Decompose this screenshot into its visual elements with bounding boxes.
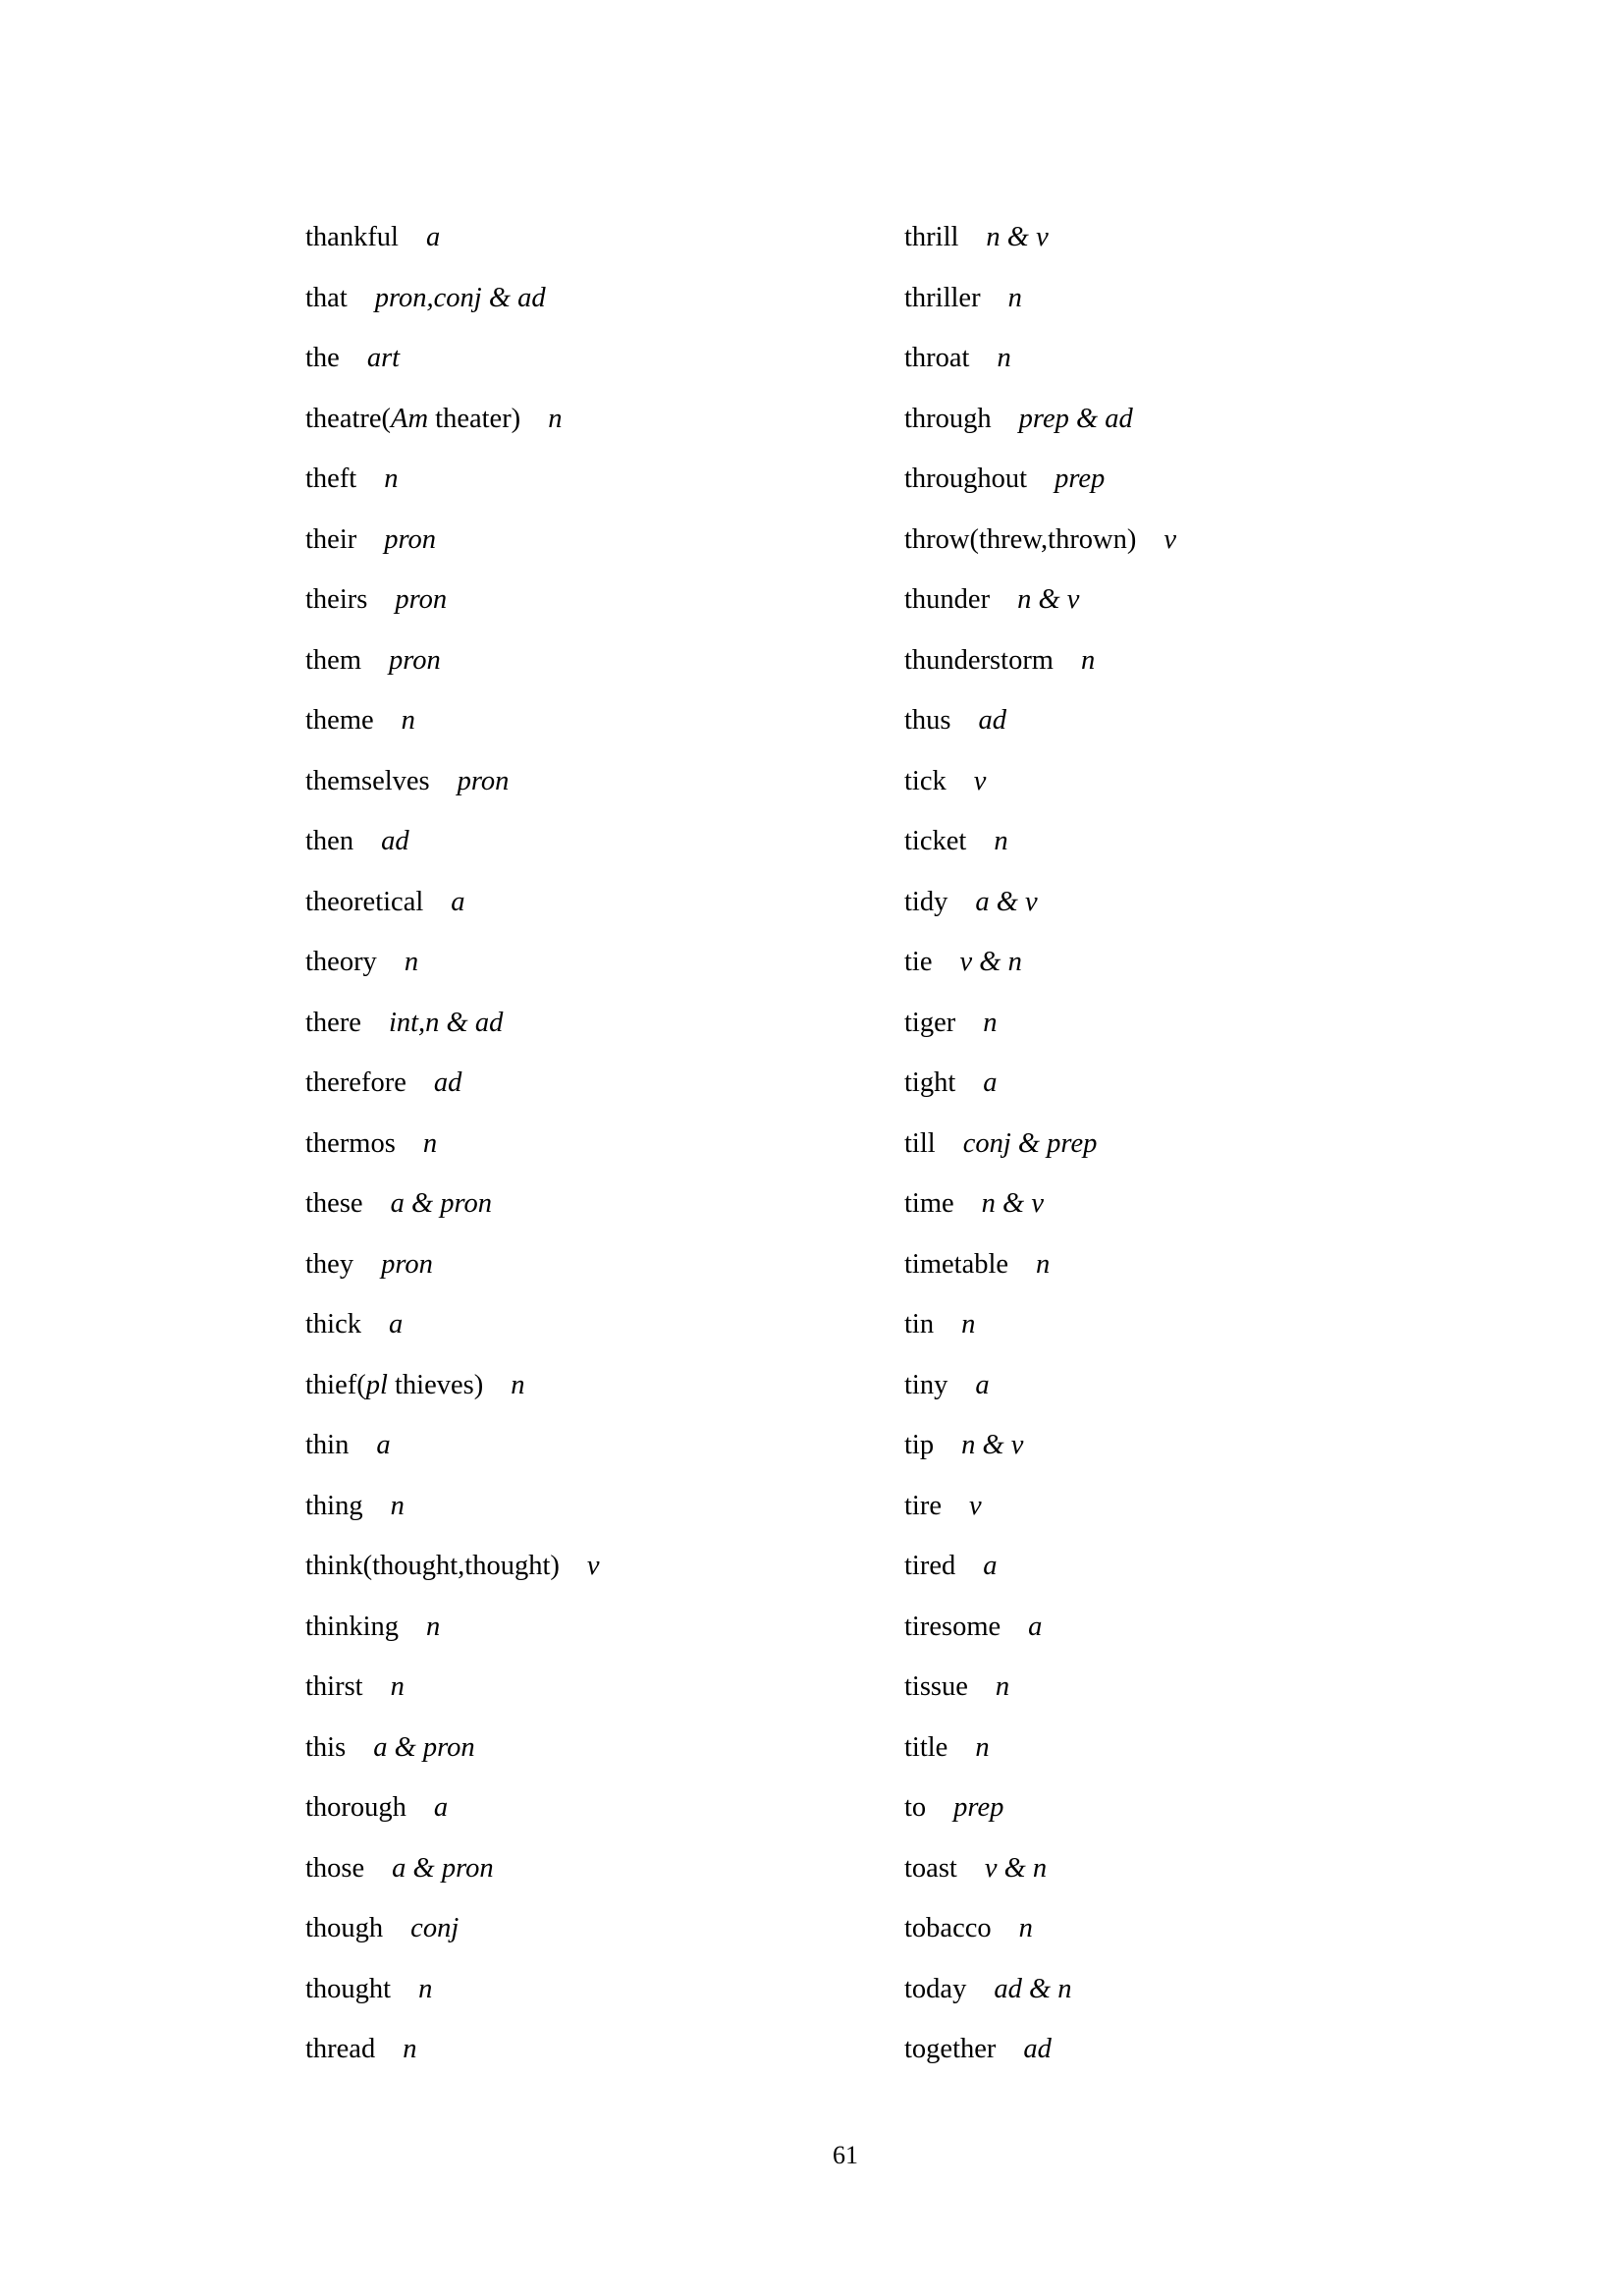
part-of-speech: prep [953, 1792, 1004, 1823]
part-of-speech: n & v [961, 1430, 1024, 1460]
vocabulary-entry [305, 1245, 855, 1306]
part-of-speech: n [390, 1490, 405, 1521]
headword [305, 1008, 361, 1038]
headword [904, 766, 947, 796]
vocabulary-entry [305, 218, 855, 279]
vocabulary-entry [904, 1184, 1454, 1245]
headword [305, 1309, 361, 1339]
part-of-speech: n [997, 343, 1011, 373]
headword-part: thought [305, 1973, 392, 2004]
part-of-speech: n [401, 705, 415, 736]
headword-part: throat [904, 343, 970, 373]
vocabulary-entry [305, 1547, 855, 1608]
headword-part: today [904, 1973, 967, 2004]
headword [904, 2034, 996, 2064]
vocabulary-entry [904, 1064, 1454, 1124]
part-of-speech: n [994, 826, 1008, 856]
headword [904, 1370, 947, 1400]
headword-part: theme [305, 705, 374, 736]
vocabulary-entry [904, 2030, 1454, 2091]
headword-part: timetable [904, 1248, 1009, 1280]
headword-part: throughout [904, 464, 1028, 494]
part-of-speech: v [968, 1490, 982, 1521]
headword-part: tie [904, 947, 933, 977]
part-of-speech: art [366, 343, 401, 373]
part-of-speech: a [1028, 1611, 1043, 1642]
headword-part: theirs [305, 584, 368, 615]
headword [305, 343, 340, 373]
vocabulary-entry [305, 1305, 855, 1366]
vocabulary-entry [904, 1305, 1454, 1366]
headword-part: this [305, 1731, 347, 1763]
headword-part: them [305, 644, 361, 676]
headword [305, 1974, 391, 2004]
headword-part: thief( [305, 1369, 366, 1400]
vocabulary-entry [904, 1426, 1454, 1487]
headword [305, 1128, 396, 1159]
headword-part: tidy [904, 886, 948, 917]
part-of-speech: n [1018, 1913, 1033, 1943]
headword [904, 1853, 957, 1884]
headword [305, 584, 367, 615]
headword [305, 524, 356, 555]
part-of-speech: n [404, 947, 419, 977]
headword [305, 283, 348, 313]
headword-part: ticket [904, 826, 967, 856]
part-of-speech: ad [1023, 2034, 1052, 2064]
headword [904, 1430, 934, 1460]
headword [305, 1792, 406, 1823]
headword-part: they [305, 1248, 354, 1280]
part-of-speech: a [983, 1551, 998, 1581]
headword-part: thriller [904, 282, 981, 313]
part-of-speech: v & n [984, 1852, 1048, 1884]
headword [904, 1128, 936, 1159]
part-of-speech: n [983, 1007, 998, 1038]
headword-part: therefore [305, 1067, 406, 1098]
vocabulary-entry [305, 1728, 855, 1789]
headword-part: themselves [305, 765, 430, 796]
part-of-speech: a & pron [373, 1731, 475, 1763]
part-of-speech: n [995, 1671, 1010, 1702]
headword-part: time [904, 1188, 954, 1219]
headword [904, 887, 947, 917]
headword [904, 826, 966, 856]
headword [904, 1491, 942, 1521]
vocabulary-entry [904, 1245, 1454, 1306]
word-list-column-left [305, 218, 855, 2091]
headword-part: through [904, 403, 992, 434]
part-of-speech: a [975, 1369, 990, 1400]
part-of-speech: n [422, 1127, 438, 1159]
part-of-speech: n [1007, 282, 1022, 313]
vocabulary-entry [904, 1728, 1454, 1789]
headword-part: theoretical [305, 886, 424, 917]
part-of-speech: n [548, 403, 563, 434]
vocabulary-entry [305, 460, 855, 520]
headword [305, 947, 377, 977]
vocabulary-entry [904, 400, 1454, 461]
headword [904, 464, 1027, 494]
part-of-speech: ad & n [994, 1973, 1072, 2004]
headword [305, 1491, 363, 1521]
part-of-speech: pron [384, 523, 437, 555]
headword-part: thunderstorm [904, 644, 1054, 676]
vocabulary-entry [305, 701, 855, 762]
vocabulary-entry [904, 1849, 1454, 1910]
headword-part: theatre( [305, 403, 392, 434]
vocabulary-entry [305, 520, 855, 581]
vocabulary-entry [305, 1124, 855, 1185]
headword-part: that [305, 282, 348, 313]
headword-part: thankful [305, 222, 399, 252]
part-of-speech: int,n & ad [388, 1007, 504, 1038]
part-of-speech: n [1036, 1248, 1051, 1280]
vocabulary-entry [904, 580, 1454, 641]
headword [904, 283, 981, 313]
headword [305, 1913, 383, 1943]
part-of-speech: pron [389, 644, 441, 676]
part-of-speech: n [1080, 644, 1096, 676]
vocabulary-entry [305, 762, 855, 823]
headword [305, 766, 430, 796]
headword [305, 2034, 375, 2064]
headword-part: tiger [904, 1007, 956, 1038]
headword [904, 1188, 954, 1219]
vocabulary-entry [904, 520, 1454, 581]
vocabulary-entry [904, 1366, 1454, 1427]
headword-part: tin [904, 1309, 935, 1339]
headword-part: till [904, 1127, 936, 1159]
part-of-speech: conj & prep [962, 1127, 1098, 1159]
part-of-speech: a & pron [392, 1852, 494, 1884]
part-of-speech: a [389, 1309, 404, 1339]
part-of-speech: n [511, 1369, 525, 1400]
headword-part: tissue [904, 1671, 968, 1702]
headword-part: thorough [305, 1792, 406, 1823]
headword [305, 1067, 406, 1098]
headword-part: then [305, 826, 354, 856]
vocabulary-entry [904, 943, 1454, 1004]
part-of-speech: a [451, 886, 465, 917]
headword-part: thinking [305, 1611, 400, 1642]
headword [305, 222, 399, 252]
vocabulary-entry [305, 1667, 855, 1728]
vocabulary-entry [305, 1426, 855, 1487]
headword-part: tired [904, 1551, 956, 1581]
part-of-speech: v [973, 765, 987, 796]
vocabulary-entry [904, 339, 1454, 400]
part-of-speech: a & pron [390, 1188, 493, 1219]
headword-part: those [305, 1852, 365, 1884]
headword [305, 887, 423, 917]
part-of-speech: n [418, 1973, 433, 2004]
headword [305, 645, 361, 676]
vocabulary-entry [305, 580, 855, 641]
part-of-speech: n [961, 1309, 976, 1339]
part-of-speech: pron [457, 765, 510, 796]
headword [904, 1551, 955, 1581]
headword-part: tick [904, 765, 947, 796]
part-of-speech: v [586, 1551, 600, 1581]
headword [904, 1309, 934, 1339]
headword [904, 222, 958, 252]
part-of-speech: ad [978, 705, 1007, 736]
headword [305, 1188, 363, 1219]
headword [305, 1249, 353, 1280]
part-of-speech: v & n [959, 947, 1022, 977]
vocabulary-entry [305, 1366, 855, 1427]
headword-part: think(thought,thought) [305, 1551, 560, 1581]
headword [305, 705, 374, 736]
headword-part: there [305, 1007, 361, 1038]
headword [305, 404, 520, 434]
part-of-speech: a & v [975, 886, 1038, 917]
headword-italic-part: pl [365, 1369, 388, 1400]
headword-part: thread [305, 2034, 376, 2064]
headword-part: to [904, 1792, 927, 1823]
headword-part: the [305, 343, 340, 373]
vocabulary-entry [305, 1788, 855, 1849]
part-of-speech: a [425, 222, 441, 252]
part-of-speech: n & v [981, 1188, 1044, 1219]
vocabulary-entry [904, 218, 1454, 279]
headword-part: tight [904, 1067, 956, 1098]
part-of-speech: ad [381, 826, 409, 856]
headword-part: thin [305, 1430, 350, 1460]
part-of-speech: n & v [986, 222, 1049, 252]
vocabulary-entry [904, 1608, 1454, 1668]
headword [904, 1913, 992, 1943]
vocabulary-entry [904, 1909, 1454, 1970]
headword-part: thick [305, 1309, 361, 1339]
part-of-speech: pron [395, 584, 448, 615]
vocabulary-entry [904, 641, 1454, 702]
headword-part: theft [305, 464, 357, 494]
headword-part: thermos [305, 1127, 396, 1159]
vocabulary-entry [904, 460, 1454, 520]
headword-part: toast [904, 1852, 957, 1884]
headword-part: throw(threw,thrown) [904, 523, 1137, 555]
page-number: 61 [833, 2141, 858, 2169]
vocabulary-entry [904, 883, 1454, 944]
headword-part: thrill [904, 222, 959, 252]
part-of-speech: a [983, 1067, 998, 1098]
headword [305, 1671, 363, 1702]
headword-part: tire [904, 1490, 942, 1521]
headword-part: these [305, 1188, 363, 1219]
headword [305, 1612, 399, 1642]
headword-part: thus [904, 705, 951, 736]
headword [904, 705, 951, 736]
part-of-speech: n & v [1017, 584, 1080, 615]
vocabulary-entry [305, 400, 855, 461]
headword [904, 343, 969, 373]
vocabulary-entry [305, 883, 855, 944]
vocabulary-entry [305, 943, 855, 1004]
headword-part: theater) [428, 403, 521, 434]
vocabulary-entry [305, 1970, 855, 2031]
headword-part: tip [904, 1430, 935, 1460]
part-of-speech: pron,conj & ad [374, 282, 546, 313]
vocabulary-entry [305, 1608, 855, 1668]
vocabulary-entry [904, 701, 1454, 762]
headword [305, 1853, 364, 1884]
vocabulary-entry [305, 339, 855, 400]
headword-italic-part: Am [391, 403, 429, 434]
headword [305, 464, 356, 494]
vocabulary-entry [305, 1184, 855, 1245]
headword-part: though [305, 1913, 384, 1943]
vocabulary-entry [305, 1849, 855, 1910]
headword [904, 1067, 955, 1098]
headword [305, 1370, 483, 1400]
part-of-speech: n [426, 1611, 441, 1642]
vocabulary-entry [305, 1064, 855, 1124]
vocabulary-entry [305, 1004, 855, 1065]
headword-part: thing [305, 1490, 363, 1521]
part-of-speech: prep [1055, 464, 1106, 494]
vocabulary-entry [305, 822, 855, 883]
vocabulary-entry [305, 2030, 855, 2091]
vocabulary-entry [904, 762, 1454, 823]
headword-part: thunder [904, 584, 991, 615]
headword [904, 404, 992, 434]
part-of-speech: n [390, 1671, 405, 1702]
part-of-speech: ad [433, 1067, 462, 1098]
headword [305, 826, 353, 856]
headword-part: tiresome [904, 1611, 1001, 1642]
part-of-speech: n [384, 464, 399, 494]
headword-part: tiny [904, 1369, 948, 1400]
headword [904, 584, 990, 615]
part-of-speech: a [433, 1792, 449, 1823]
part-of-speech: a [376, 1430, 391, 1460]
part-of-speech: prep & ad [1018, 403, 1133, 434]
part-of-speech: pron [381, 1248, 433, 1280]
headword-part: title [904, 1731, 948, 1763]
vocabulary-entry [904, 1667, 1454, 1728]
vocabulary-entry [904, 1970, 1454, 2031]
vocabulary-entry [904, 279, 1454, 340]
headword [904, 1008, 955, 1038]
word-list-column-right [904, 218, 1454, 2091]
vocabulary-entry [305, 1487, 855, 1548]
headword [904, 524, 1136, 555]
vocabulary-entry [305, 641, 855, 702]
part-of-speech: n [403, 2034, 417, 2064]
headword-part: theory [305, 947, 377, 977]
part-of-speech: conj [410, 1913, 460, 1943]
vocabulary-entry [904, 1547, 1454, 1608]
part-of-speech: n [975, 1731, 990, 1763]
headword [904, 1974, 966, 2004]
vocabulary-entry [904, 822, 1454, 883]
headword-part: tobacco [904, 1913, 992, 1943]
headword [904, 1671, 968, 1702]
headword-part: together [904, 2034, 997, 2064]
headword-part: their [305, 523, 357, 555]
headword [305, 1430, 349, 1460]
vocabulary-entry [904, 1124, 1454, 1185]
vocabulary-entry [904, 1487, 1454, 1548]
headword [904, 1732, 947, 1763]
headword-part: thirst [305, 1671, 363, 1702]
headword-part: thieves) [387, 1369, 484, 1400]
headword [904, 1249, 1008, 1280]
headword [904, 645, 1054, 676]
vocabulary-entry [904, 1004, 1454, 1065]
headword [305, 1732, 346, 1763]
part-of-speech: v [1163, 523, 1177, 555]
vocabulary-entry [305, 279, 855, 340]
vocabulary-entry [904, 1788, 1454, 1849]
headword [904, 947, 933, 977]
headword [904, 1792, 926, 1823]
vocabulary-entry [305, 1909, 855, 1970]
headword [305, 1551, 560, 1581]
headword [904, 1612, 1001, 1642]
